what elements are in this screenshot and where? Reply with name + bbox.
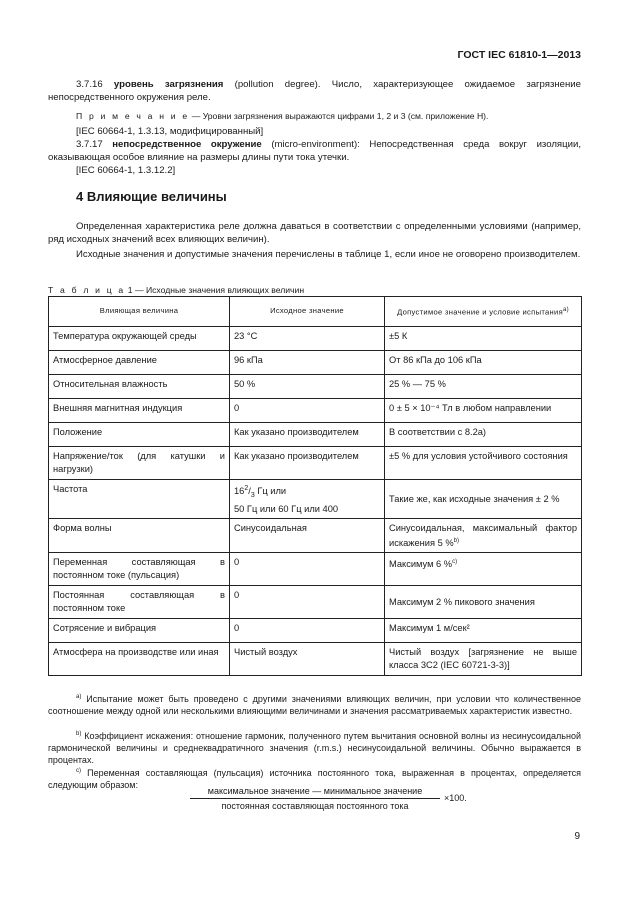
table-caption: Т а б л и ц а 1 — Исходные значения влияющих величин [48, 285, 305, 295]
section-4-para-1: Определенная характеристика реле должна даваться в соответствии с определенными условиями (например, ряд исходных значений всех влияющих величин). [48, 221, 581, 246]
formula-denominator: постоянная составляющая постоянного тока [221, 801, 409, 811]
term-3-7-16: 3.7.16 уровень загрязнения (pollution degree). Число, характеризующее ожидаемое загрязнение непосредственного окружения реле. [48, 79, 581, 104]
frequency-reference-cell: $16^2/_3$ Гц или 50 Гц или 60 Гц или 400 [230, 480, 385, 519]
ripple-formula [190, 786, 490, 811]
table-row: Напряжение/ток (для катушки и нагрузки) Как указано производителем ±5 % для условия устойчивого состояния [49, 447, 582, 480]
term-3-7-17: 3.7.17 непосредственное окружение (micro-environment): Непосредственная среда вокруг изоляции, оказывающая особое влияние на размеры длины пути тока утечки. [48, 139, 582, 164]
formula-numerator: максимальное значение — минимальное значение [190, 786, 440, 799]
note-3-7-16: П р и м е ч а н и е — Уровни загрязнения выражаются цифрами 1, 2 и 3 (см. приложение Н). [76, 111, 489, 121]
footnote-a: $^{а)}$ Испытание может быть проведено с другими значениями влияющих величин, при условии что количественное соотношение между одной или несколькими влияющими величинами и значения рассматриваемых характеристик известно. [48, 694, 581, 717]
table-row: Сотрясение и вибрация 0 Максимум 1 м/сек² [49, 619, 582, 643]
ref-3-7-17: [IEC 60664-1, 1.3.12.2] [76, 165, 176, 176]
page-number: 9 [574, 831, 580, 842]
table-row: Форма волны Синусоидальная Синусоидальная, максимальный фактор искажения 5 %$^{b)}$ [49, 519, 582, 553]
table-row: Относительная влажность 50 % 25 % — 75 % [49, 375, 582, 399]
footnote-c: $^{c)}$ Переменная составляющая (пульсация) источника постоянного тока, выраженная в процентах, определяется следующим образом: [48, 768, 581, 791]
table-row: Атмосфера на производстве или иная Чистый воздух Чистый воздух [загрязнение не выше класса 3С2 (IEC 60721-3-3)] [49, 643, 582, 675]
table-row: Положение Как указано производителем В соответствии с 8.2а) [49, 423, 582, 447]
table-row: Частота $16^2/_3$ Гц или 50 Гц или 60 Гц или 400 Такие же, как исходные значения ± 2 % [49, 480, 582, 519]
section-4-para-2: Исходные значения и допустимые значения перечислены в таблице 1, если иное не оговорено производителем. [76, 249, 581, 260]
table-row: Внешняя магнитная индукция 0 0 ± 5 × 10⁻⁴ Тл в любом направлении [49, 399, 582, 423]
header-quantity: Влияющая величина [49, 297, 230, 327]
table-row: Переменная составляющая в постоянном токе (пульсация) 0 Максимум 6 %$^{c)}$ [49, 553, 582, 586]
table-header-row [49, 297, 582, 327]
formula-multiplier: ×100. [444, 793, 467, 803]
footnote-b: $^{b)}$ Коэффициент искажения: отношение гармоник, полученного путем вычитания основной волны из несинусоидальной гармонической величины и среднеквадратичного значения (r.m.s.) несинусоидальной величины. Обычно выражается в процентах. [48, 731, 581, 766]
section-4-title: 4 Влияющие величины [76, 189, 227, 204]
standard-header: ГОСТ IEC 61810-1—2013 [457, 49, 581, 61]
table-row: Атмосферное давление 96 кПа От 86 кПа до 106 кПа [49, 351, 582, 375]
ref-3-7-16: [IEC 60664-1, 1.3.13, модифицированный] [76, 126, 264, 137]
influence-table [48, 296, 582, 676]
table-row: Постоянная составляющая в постоянном токе 0 Максимум 2 % пикового значения [49, 586, 582, 619]
header-tolerance: Допустимое значение и условие испытания$^{а)}$ [385, 297, 582, 327]
header-reference: Исходное значение [230, 297, 385, 327]
table-row: Температура окружающей среды 23 °С ±5 К [49, 327, 582, 351]
